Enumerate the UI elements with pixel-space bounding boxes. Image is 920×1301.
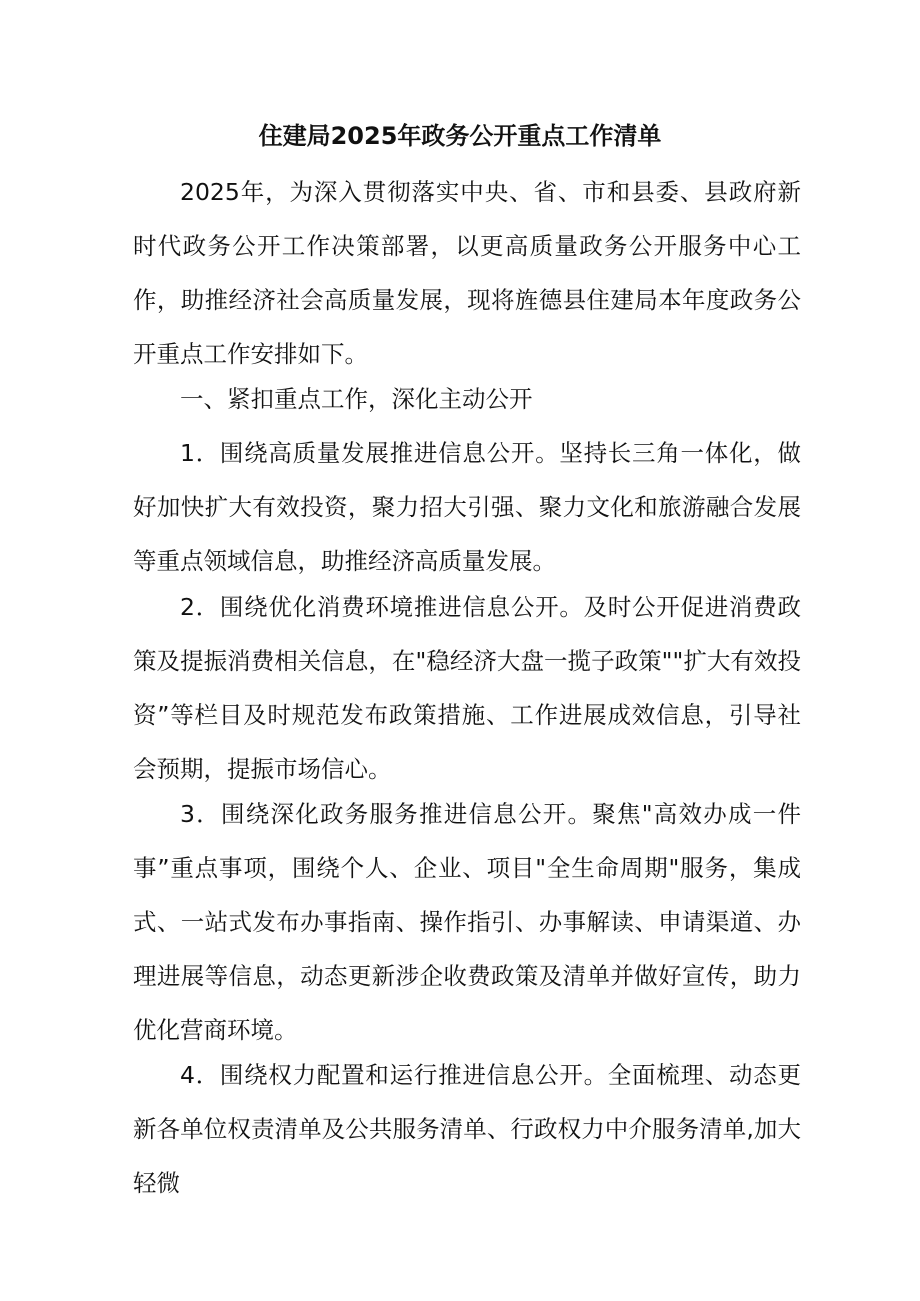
item-paragraph-3: 3．围绕深化政务服务推进信息公开。聚焦"高效办成一件事”重点事项，围绕个人、企业、项目"全生命周期"服务，集成式、一站式发布办事指南、操作指引、办事解读、申请渠道、办理进展等信息，动态更新涉企收费政策及清单并做好宣传，助力优化营商环境。: [133, 800, 801, 1044]
item-paragraph-2: 2．围绕优化消费环境推进信息公开。及时公开促进消费政策及提振消费相关信息，在"稳经济大盘一揽子政策""扩大有效投资”等栏目及时规范发布政策措施、工作进展成效信息，引导社会预期，提振市场信心。: [133, 593, 801, 783]
document-title: 住建局2025年政务公开重点工作清单: [258, 122, 662, 150]
intro-paragraph: 2025年，为深入贯彻落实中央、省、市和县委、县政府新时代政务公开工作决策部署，以更高质量政务公开服务中心工作，助推经济社会高质量发展，现将旌德县住建局本年度政务公开重点工作安排如下。: [133, 178, 801, 368]
item-paragraph-4: 4．围绕权力配置和运行推进信息公开。全面梳理、动态更新各单位权责清单及公共服务清单、行政权力中介服务清单,加大轻微: [133, 1061, 801, 1197]
item-paragraph-1: 1．围绕高质量发展推进信息公开。坚持长三角一体化，做好加快扩大有效投资，聚力招大引强、聚力文化和旅游融合发展等重点领域信息，助推经济高质量发展。: [133, 439, 801, 575]
section-heading-1: 一、紧扣重点工作，深化主动公开: [180, 385, 533, 413]
